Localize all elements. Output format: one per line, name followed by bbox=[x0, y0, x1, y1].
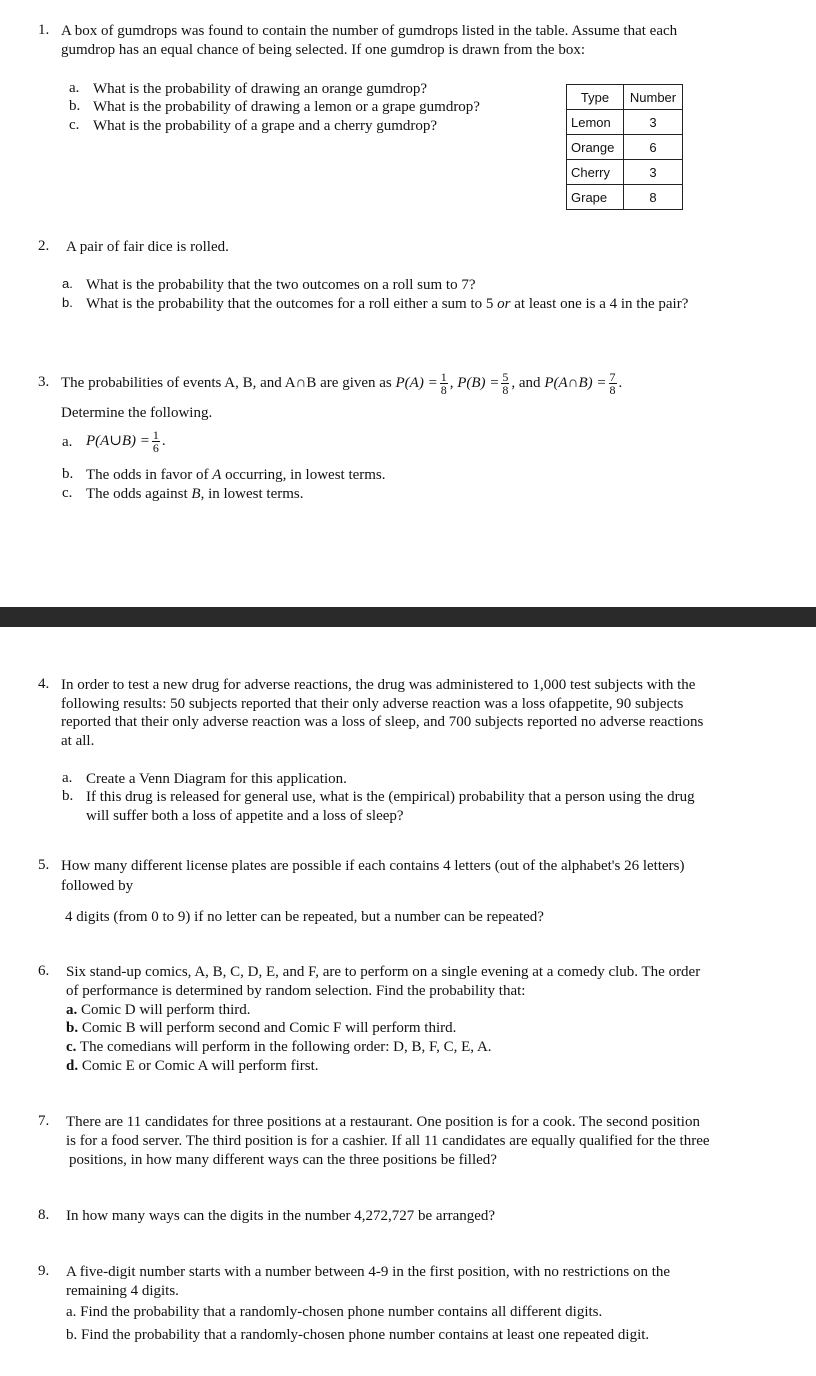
denominator: 8 bbox=[502, 383, 509, 398]
fraction bbox=[152, 429, 160, 454]
item-text: will suffer both a loss of appetite and a loss of sleep? bbox=[86, 808, 404, 824]
item-label: c. bbox=[66, 1039, 77, 1055]
question-text: at all. bbox=[61, 733, 95, 749]
table-row bbox=[567, 160, 683, 185]
item-text: Comic B will perform second and Comic F will perform third. bbox=[81, 1020, 457, 1036]
numerator: 5 bbox=[502, 370, 509, 385]
question-number: 9. bbox=[38, 1263, 50, 1279]
question-text: 4 digits (from 0 to 9) if no letter can be repeated, but a number can be repeated? bbox=[65, 909, 544, 925]
denominator: 8 bbox=[440, 383, 447, 398]
item-text-part: at least one is a 4 in the pair? bbox=[514, 296, 689, 312]
divider-bar bbox=[0, 607, 816, 627]
question-text: Determine the following. bbox=[61, 405, 213, 421]
table-cell: 3 bbox=[624, 110, 683, 135]
union-expr: P(A∪B) = bbox=[86, 433, 150, 449]
list-item bbox=[66, 1001, 251, 1020]
item-label: a. bbox=[66, 1002, 78, 1018]
table-row bbox=[567, 185, 683, 210]
table-header-row bbox=[567, 85, 683, 110]
variable: B bbox=[191, 486, 201, 502]
question-text: In order to test a new drug for adverse reactions, the drug was administered to 1,000 test subjects with the bbox=[61, 677, 696, 693]
item-text: What is the probability of drawing an orange gumdrop? bbox=[93, 81, 428, 97]
question-text: following results: 50 subjects reported that their only adverse reaction was a loss ofappetite, 90 subjects bbox=[61, 696, 684, 712]
table-cell: 3 bbox=[624, 160, 683, 185]
item-text-part: , in lowest terms. bbox=[200, 486, 304, 502]
question-text: of performance is determined by random selection. Find the probability that: bbox=[66, 983, 526, 999]
question-number: 4. bbox=[38, 676, 50, 692]
item-label: b. bbox=[66, 1020, 79, 1036]
list-item bbox=[66, 1019, 456, 1038]
item-text: If this drug is released for general use, what is the (empirical) probability that a person using the drug bbox=[86, 789, 695, 805]
variable: A bbox=[212, 467, 222, 483]
question-text: gumdrop has an equal chance of being selected. If one gumdrop is drawn from the box: bbox=[61, 42, 586, 58]
gumdrop-table bbox=[566, 84, 683, 210]
question-number: 3. bbox=[38, 374, 50, 390]
item-label: a. bbox=[62, 770, 73, 786]
question-number: 5. bbox=[38, 857, 50, 873]
item-text: Create a Venn Diagram for this application. bbox=[86, 771, 347, 787]
fraction bbox=[609, 371, 617, 396]
item-text-part: The odds in favor of bbox=[86, 467, 209, 483]
question-text: reported that their only adverse reaction was a loss of sleep, and 700 subjects reported no adverse reactions bbox=[61, 714, 704, 730]
question-text: There are 11 candidates for three positions at a restaurant. One position is for a cook. The second position bbox=[66, 1114, 700, 1130]
and-text: , and bbox=[511, 375, 541, 391]
item-text bbox=[86, 295, 688, 314]
list-item: a. Find the probability that a randomly-chosen phone number contains all different digits. bbox=[66, 1304, 603, 1320]
question-text: A box of gumdrops was found to contain the number of gumdrops listed in the table. Assume that each bbox=[61, 23, 678, 39]
item-label: b. bbox=[69, 98, 81, 114]
item-label: a. bbox=[62, 434, 73, 450]
question-number: 8. bbox=[38, 1207, 50, 1223]
table-cell: Grape bbox=[567, 185, 624, 210]
item-label: a. bbox=[62, 276, 73, 291]
item-label: b. bbox=[62, 295, 73, 310]
item-label: b. bbox=[62, 788, 74, 804]
numerator: 1 bbox=[152, 428, 159, 443]
prob-ab-expr: P(A∩B) = bbox=[544, 375, 607, 391]
table-cell: Orange bbox=[567, 135, 624, 160]
question-text: Six stand-up comics, A, B, C, D, E, and F, are to perform on a single evening at a comedy club. The order bbox=[66, 964, 701, 980]
table-cell: 8 bbox=[624, 185, 683, 210]
numerator: 1 bbox=[440, 370, 447, 385]
item-text: What is the probability that the two outcomes on a roll sum to 7? bbox=[86, 277, 476, 293]
item-label: c. bbox=[69, 117, 80, 133]
question-text: How many different license plates are possible if each contains 4 letters (out of the alphabet's 26 letters) bbox=[61, 858, 685, 874]
fraction bbox=[501, 371, 509, 396]
question-text: A pair of fair dice is rolled. bbox=[66, 239, 229, 255]
item-label: a. bbox=[69, 80, 80, 96]
list-item: b. Find the probability that a randomly-chosen phone number contains at least one repeated digit. bbox=[66, 1327, 650, 1343]
item-label: d. bbox=[66, 1058, 79, 1074]
item-label: c. bbox=[62, 485, 73, 501]
question-text: The probabilities of events A, B, and A∩B are given as P(A) = $\frac{1}{8}$ , P(B) = $\frac{5}{8}$ , and P(A∩B) = $\frac{7}{8}$ . bbox=[61, 370, 623, 398]
denominator: 8 bbox=[609, 383, 616, 398]
question-text: remaining 4 digits. bbox=[66, 1283, 179, 1299]
item-text: What is the probability of drawing a lemon or a grape gumdrop? bbox=[93, 99, 480, 115]
denominator: 6 bbox=[152, 441, 159, 456]
table-cell: 6 bbox=[624, 135, 683, 160]
list-item bbox=[66, 1057, 318, 1076]
item-text: P(A∪B) = $\frac{1}{6}$ . bbox=[86, 428, 166, 456]
prob-b-expr: P(B) = bbox=[457, 375, 500, 391]
question-number: 7. bbox=[38, 1113, 50, 1129]
item-text-part: The odds against bbox=[86, 486, 188, 502]
item-text-part: occurring, in lowest terms. bbox=[225, 467, 386, 483]
item-label: b. bbox=[62, 466, 74, 482]
item-text: The comedians will perform in the following order: D, B, F, C, E, A. bbox=[79, 1039, 492, 1055]
question-text: is for a food server. The third position is for a cashier. If all 11 candidates are equally qualified for the three bbox=[66, 1133, 710, 1149]
list-item bbox=[66, 1038, 492, 1057]
question-number: 2. bbox=[38, 238, 50, 254]
table-row bbox=[567, 110, 683, 135]
question-text: A five-digit number starts with a number between 4-9 in the first position, with no restrictions on the bbox=[66, 1264, 671, 1280]
numerator: 7 bbox=[609, 370, 616, 385]
item-text: Comic D will perform third. bbox=[81, 1002, 251, 1018]
table-cell: Lemon bbox=[567, 110, 624, 135]
column-header: Type bbox=[567, 85, 624, 110]
table-cell: Cherry bbox=[567, 160, 624, 185]
prob-a-expr: P(A) = bbox=[395, 375, 438, 391]
question-number: 1. bbox=[38, 22, 50, 38]
emphasis-or: or bbox=[497, 296, 511, 312]
question-text: followed by bbox=[61, 878, 134, 894]
item-text bbox=[86, 466, 386, 485]
question-number: 6. bbox=[38, 963, 50, 979]
table-row bbox=[567, 135, 683, 160]
item-text: What is the probability of a grape and a cherry gumdrop? bbox=[93, 118, 438, 134]
item-text: Comic E or Comic A will perform first. bbox=[81, 1058, 319, 1074]
item-text-part: What is the probability that the outcomes for a roll either a sum to 5 bbox=[86, 296, 494, 312]
intro-text: The probabilities of events A, B, and A∩B are given as bbox=[61, 375, 392, 391]
question-text: In how many ways can the digits in the number 4,272,727 be arranged? bbox=[66, 1208, 496, 1224]
item-text bbox=[86, 485, 303, 504]
column-header: Number bbox=[624, 85, 683, 110]
fraction bbox=[440, 371, 448, 396]
question-text: positions, in how many different ways can the three positions be filled? bbox=[69, 1152, 497, 1168]
